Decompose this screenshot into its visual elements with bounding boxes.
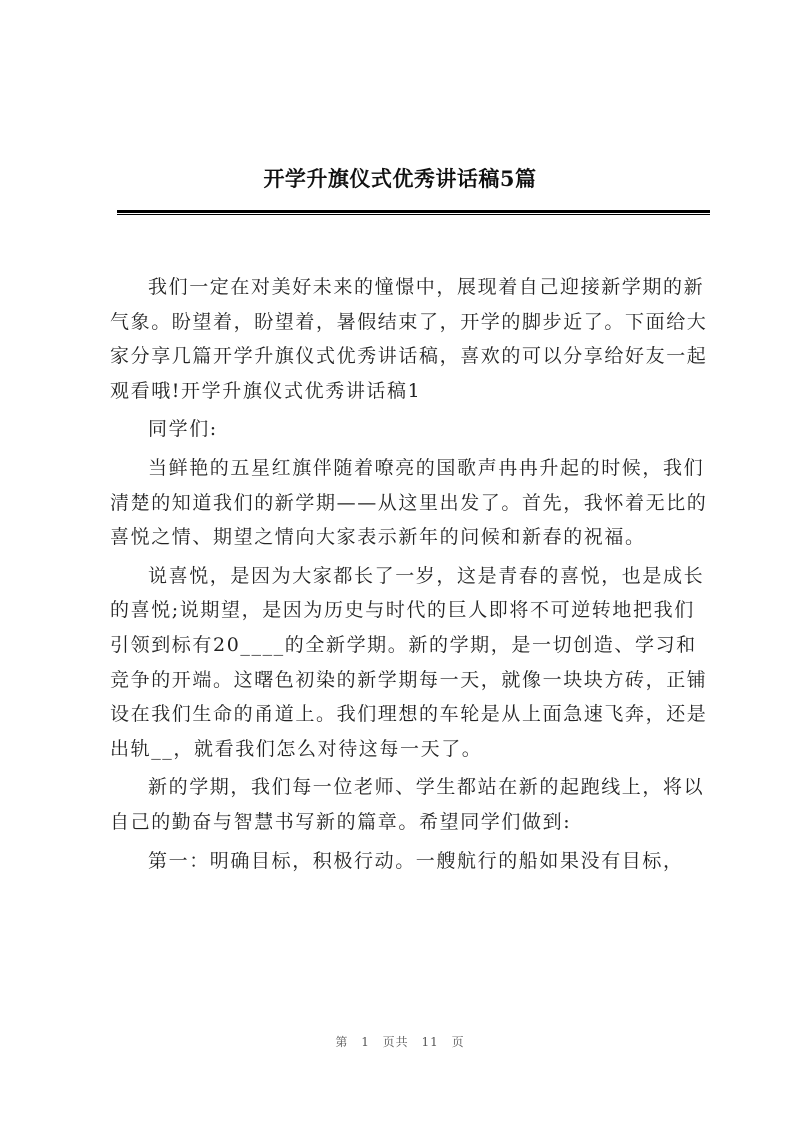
title-divider-thick — [117, 210, 710, 213]
paragraph: 新的学期，我们每一位老师、学生都站在新的起跑线上，将以自己的勤奋与智慧书写新的篇章。希望同学们做到: — [110, 776, 705, 833]
paragraph: 说喜悦，是因为大家都长了一岁，这是青春的喜悦，也是成长的喜悦;说期望，是因为历史与时代的巨人即将不可逆转地把我们引领到标有20____的全新学期。新的学期，是一切创造、学习和竞争的开端。这曙色初染的新学期每一天，就像一块块方砖，正铺设在我们生命的甬道上。我们理想的车轮是从上面急速飞奔，还是出轨__，就看我们怎么对待这每一天了。 — [110, 564, 708, 760]
page-footer — [0, 1033, 800, 1050]
document-body — [110, 270, 715, 882]
footer-page-number: 1 — [361, 1035, 370, 1049]
title-divider-thin — [117, 214, 710, 215]
paragraph-salutation: 同学们: — [148, 418, 218, 441]
paragraph-intro: 我们一定在对美好未来的憧憬中，展现着自己迎接新学期的新气象。盼望着，盼望着，暑假结束了，开学的脚步近了。下面给大家分享几篇开学升旗仪式优秀讲话稿，喜欢的可以分享给好友一起观看哦!开学升旗仪式优秀讲话稿1 — [110, 276, 708, 402]
footer-label-of: 页共 — [382, 1035, 409, 1049]
footer-label-pages: 页 — [451, 1035, 465, 1049]
footer-label-page: 第 — [335, 1035, 349, 1049]
page-title: 开学升旗仪式优秀讲话稿5篇 — [263, 166, 537, 191]
footer-total-pages: 11 — [421, 1035, 439, 1049]
paragraph: 当鲜艳的五星红旗伴随着嘹亮的国歌声冉冉升起的时候，我们清楚的知道我们的新学期——从这里出发了。首先，我怀着无比的喜悦之情、期望之情向大家表示新年的问候和新春的祝福。 — [110, 456, 708, 549]
paragraph: 第一：明确目标，积极行动。一艘航行的船如果没有目标， — [148, 849, 684, 872]
